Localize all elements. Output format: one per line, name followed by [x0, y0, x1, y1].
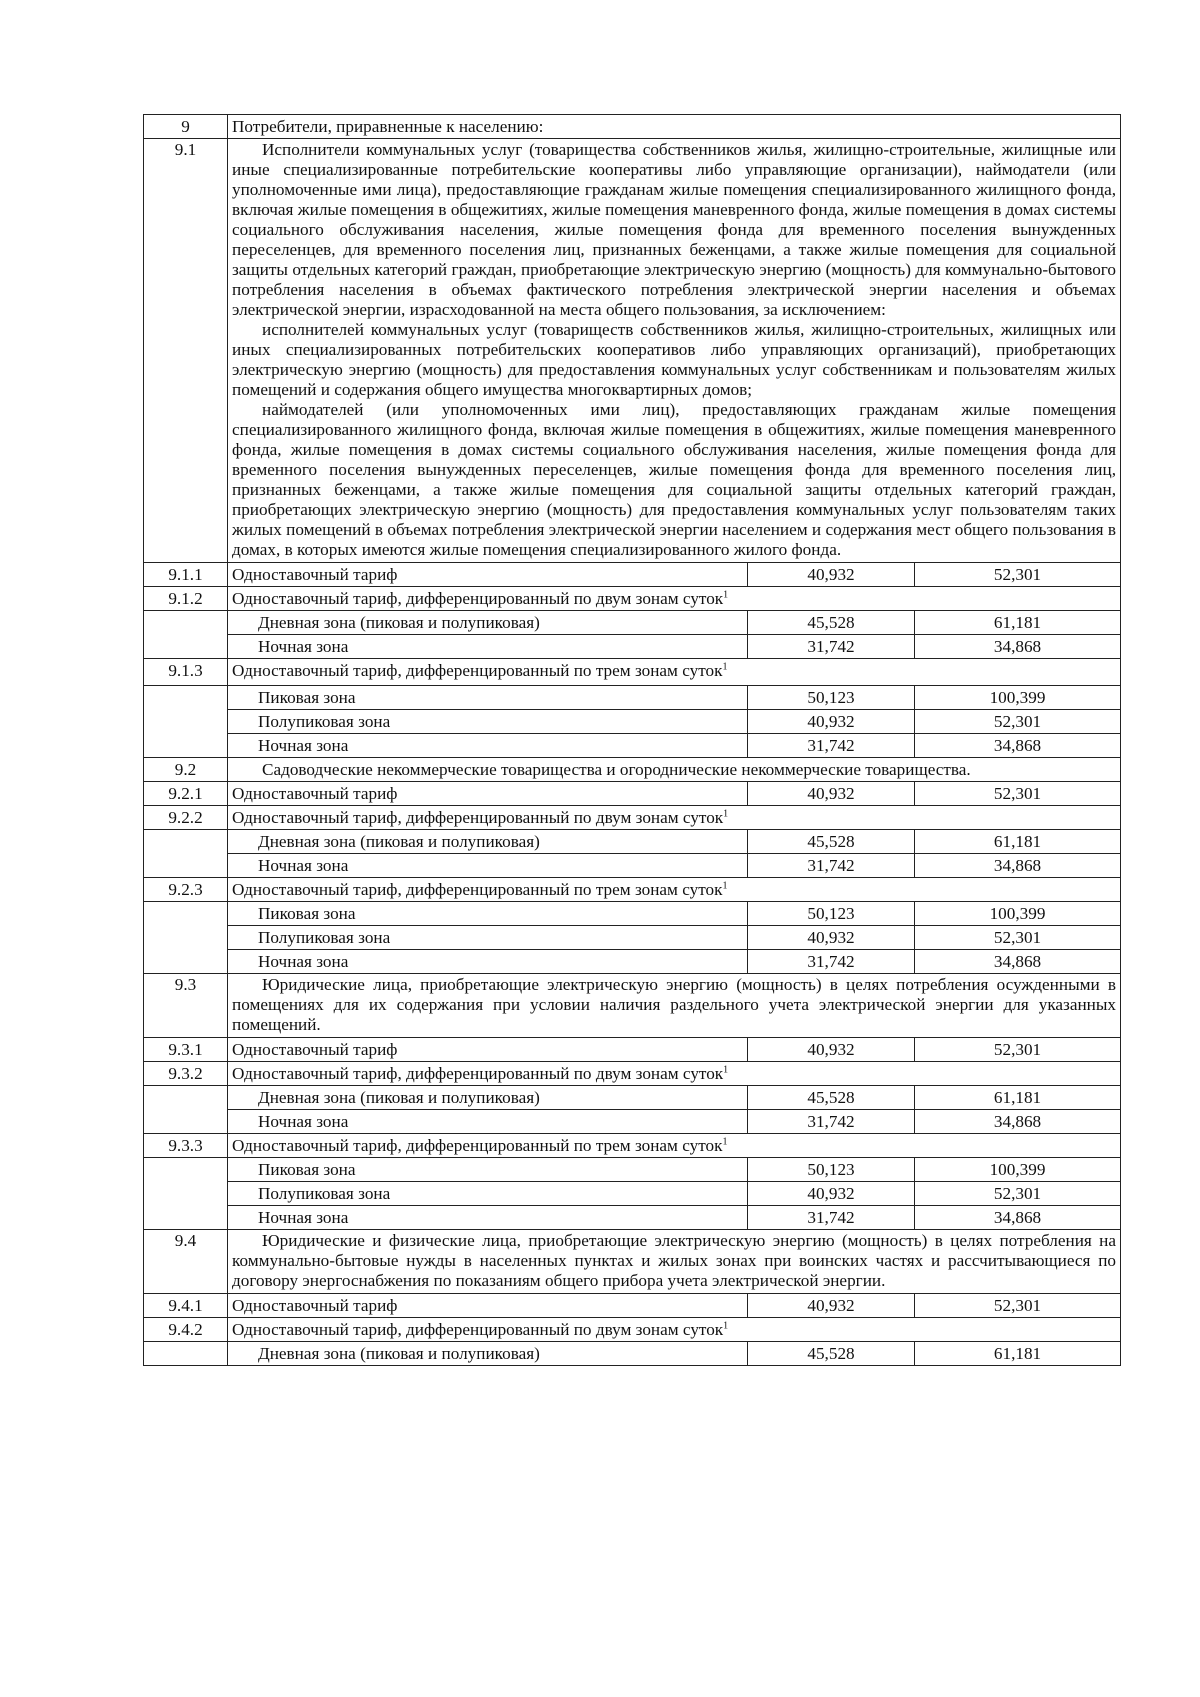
- footnote-mark: 1: [723, 1320, 729, 1332]
- zone-label: Полупиковая зона: [228, 926, 748, 950]
- zone-value-1: 31,742: [748, 734, 915, 758]
- footnote-mark: 1: [722, 880, 728, 892]
- zone-tariff-label: Одноставочный тариф, дифференцированный по трем зонам суток: [232, 661, 723, 680]
- section-description: [228, 139, 1121, 563]
- zone-tariff-label: Одноставочный тариф, дифференцированный по двум зонам суток: [232, 1064, 724, 1083]
- tariff-value-2: 52,301: [915, 782, 1121, 806]
- zone-value-2: 100,399: [915, 686, 1121, 710]
- table-row: [144, 587, 1121, 611]
- tariff-label: Одноставочный тариф: [228, 1294, 748, 1318]
- zone-value-1: 50,123: [748, 1158, 915, 1182]
- zone-value-2: 34,868: [915, 635, 1121, 659]
- table-row: [144, 1158, 1121, 1182]
- tariff-label: Одноставочный тариф: [228, 563, 748, 587]
- zone-tariff-title: [228, 659, 1121, 686]
- zone-value-1: 40,932: [748, 1182, 915, 1206]
- row-number-empty: [144, 734, 228, 758]
- zone-label: Дневная зона (пиковая и полупиковая): [228, 830, 748, 854]
- zone-tariff-title: [228, 587, 1121, 611]
- row-number: 9.3.2: [144, 1062, 228, 1086]
- table-row: [144, 611, 1121, 635]
- row-number: 9.3: [144, 974, 228, 1038]
- zone-value-2: 61,181: [915, 1342, 1121, 1366]
- table-row: [144, 1318, 1121, 1342]
- description-paragraph: наймодателей (или уполномоченных ими лиц), предоставляющих гражданам жилые помещения специализированного жилищного фонда, включая жилые помещения в общежитиях, жилые помещения маневренного фонда, жилые помещения в домах системы социального обслуживания населения, жилые помещения фонда для временного поселения вынужденных переселенцев, жилые помещения фонда для временного поселения лиц, признанных беженцами, а также жилые помещения для социальной защиты отдельных категорий граждан, приобретающих электрическую энергию (мощность) для предоставления коммунальных услуг пользователям таких жилых помещений в объемах потребления электрической энергии населением и содержания мест общего пользования в домах, в которых имеются жилые помещения специализированного жилого фонда.: [232, 400, 1117, 559]
- row-number: 9.1.3: [144, 659, 228, 686]
- tariff-value-2: 52,301: [915, 1038, 1121, 1062]
- zone-label: Полупиковая зона: [228, 1182, 748, 1206]
- zone-label: Ночная зона: [228, 1110, 748, 1134]
- tariff-value-1: 40,932: [748, 1294, 915, 1318]
- footnote-mark: 1: [723, 808, 729, 820]
- row-number: 9.2.2: [144, 806, 228, 830]
- row-number-empty: [144, 1342, 228, 1366]
- row-number-empty: [144, 1182, 228, 1206]
- zone-tariff-title: [228, 1134, 1121, 1158]
- footnote-mark: 1: [723, 589, 729, 601]
- zone-value-1: 50,123: [748, 902, 915, 926]
- table-row: [144, 1134, 1121, 1158]
- zone-value-2: 52,301: [915, 1182, 1121, 1206]
- zone-value-2: 100,399: [915, 902, 1121, 926]
- zone-tariff-label: Одноставочный тариф, дифференцированный по трем зонам суток: [232, 1136, 723, 1155]
- zone-label: Ночная зона: [228, 635, 748, 659]
- zone-value-2: 100,399: [915, 1158, 1121, 1182]
- footnote-mark: 1: [723, 1064, 729, 1076]
- table-row: [144, 1230, 1121, 1294]
- document-page: [143, 114, 1120, 1366]
- zone-label: Пиковая зона: [228, 1158, 748, 1182]
- table-row: [144, 1062, 1121, 1086]
- zone-value-1: 31,742: [748, 1206, 915, 1230]
- table-row: [144, 950, 1121, 974]
- zone-value-1: 40,932: [748, 710, 915, 734]
- row-number: 9.1.1: [144, 563, 228, 587]
- zone-label: Ночная зона: [228, 854, 748, 878]
- zone-tariff-label: Одноставочный тариф, дифференцированный по двум зонам суток: [232, 1320, 724, 1339]
- footnote-mark: 1: [722, 661, 728, 673]
- tariff-value-1: 40,932: [748, 782, 915, 806]
- tariff-value-2: 52,301: [915, 1294, 1121, 1318]
- row-number: 9.1: [144, 139, 228, 563]
- table-row: [144, 1182, 1121, 1206]
- zone-value-1: 45,528: [748, 611, 915, 635]
- zone-value-2: 34,868: [915, 1110, 1121, 1134]
- row-number-empty: [144, 1110, 228, 1134]
- zone-value-1: 31,742: [748, 1110, 915, 1134]
- row-number: 9.3.3: [144, 1134, 228, 1158]
- table-row: [144, 1110, 1121, 1134]
- zone-value-2: 34,868: [915, 1206, 1121, 1230]
- row-number-empty: [144, 611, 228, 635]
- zone-tariff-title: [228, 806, 1121, 830]
- zone-value-1: 40,932: [748, 926, 915, 950]
- section-description: [228, 1230, 1121, 1294]
- zone-value-2: 61,181: [915, 830, 1121, 854]
- zone-label: Дневная зона (пиковая и полупиковая): [228, 1086, 748, 1110]
- zone-value-2: 61,181: [915, 611, 1121, 635]
- row-number: 9: [144, 115, 228, 139]
- row-number-empty: [144, 902, 228, 926]
- tariff-table: [143, 114, 1121, 1366]
- row-number: 9.3.1: [144, 1038, 228, 1062]
- table-row: [144, 1086, 1121, 1110]
- tariff-value-2: 52,301: [915, 563, 1121, 587]
- table-row: [144, 1038, 1121, 1062]
- table-row: [144, 734, 1121, 758]
- zone-label: Ночная зона: [228, 950, 748, 974]
- zone-value-2: 34,868: [915, 950, 1121, 974]
- table-row: [144, 758, 1121, 782]
- footnote-mark: 1: [722, 1136, 728, 1148]
- description-paragraph: Юридические лица, приобретающие электрическую энергию (мощность) в целях потребления осужденными в помещениях для их содержания при условии наличия раздельного учета электрической энергии для указанных помещений.: [232, 975, 1117, 1034]
- table-row: [144, 1206, 1121, 1230]
- table-row: [144, 1342, 1121, 1366]
- zone-label: Пиковая зона: [228, 902, 748, 926]
- row-number: 9.4.1: [144, 1294, 228, 1318]
- zone-value-1: 45,528: [748, 1086, 915, 1110]
- row-number-empty: [144, 950, 228, 974]
- row-number: 9.2: [144, 758, 228, 782]
- description-paragraph: Юридические и физические лица, приобретающие электрическую энергию (мощность) в целях потребления на коммунально-бытовые нужды в населенных пунктах и жилых зонах при воинских частях и рассчитывающиеся по договору энергоснабжения по показаниям общего прибора учета электрической энергии.: [232, 1231, 1117, 1290]
- zone-label: Дневная зона (пиковая и полупиковая): [228, 611, 748, 635]
- row-number: 9.4.2: [144, 1318, 228, 1342]
- zone-tariff-label: Одноставочный тариф, дифференцированный по двум зонам суток: [232, 589, 724, 608]
- zone-tariff-title: [228, 878, 1121, 902]
- section-title: Садоводческие некоммерческие товарищества и огороднические некоммерческие товарищества.: [228, 758, 1121, 782]
- table-row: [144, 710, 1121, 734]
- zone-tariff-label: Одноставочный тариф, дифференцированный по трем зонам суток: [232, 880, 723, 899]
- tariff-value-1: 40,932: [748, 563, 915, 587]
- section-description: [228, 974, 1121, 1038]
- zone-value-2: 34,868: [915, 854, 1121, 878]
- table-row: [144, 139, 1121, 563]
- row-number-empty: [144, 926, 228, 950]
- table-row: [144, 902, 1121, 926]
- tariff-value-1: 40,932: [748, 1038, 915, 1062]
- row-number: 9.1.2: [144, 587, 228, 611]
- zone-value-1: 45,528: [748, 830, 915, 854]
- section-title: Потребители, приравненные к населению:: [228, 115, 1121, 139]
- zone-tariff-title: [228, 1062, 1121, 1086]
- row-number-empty: [144, 1086, 228, 1110]
- zone-tariff-label: Одноставочный тариф, дифференцированный по двум зонам суток: [232, 808, 724, 827]
- row-number-empty: [144, 1206, 228, 1230]
- zone-value-2: 61,181: [915, 1086, 1121, 1110]
- table-row: [144, 854, 1121, 878]
- zone-value-1: 45,528: [748, 1342, 915, 1366]
- zone-value-2: 52,301: [915, 710, 1121, 734]
- table-row: [144, 806, 1121, 830]
- description-paragraph: Исполнители коммунальных услуг (товарищества собственников жилья, жилищно-строительные, жилищные или иные специализированные потребительские кооперативы либо управляющие организации), наймодатели (или уполномоченные ими лица), предоставляющие гражданам жилые помещения специализированного жилищного фонда, включая жилые помещения в общежитиях, жилые помещения маневренного фонда, жилые помещения в домах системы социального обслуживания населения, жилые помещения фонда для временного поселения вынужденных переселенцев, для временного поселения лиц, признанных беженцами, а также жилые помещения для социальной защиты отдельных категорий граждан, приобретающие электрическую энергию (мощность) для коммунально-бытового потребления населения в объемах фактического потребления электрической энергии населения и объемах электрической энергии, израсходованной на места общего пользования, за исключением:: [232, 140, 1117, 319]
- zone-tariff-title: [228, 1318, 1121, 1342]
- zone-label: Пиковая зона: [228, 686, 748, 710]
- zone-label: Ночная зона: [228, 734, 748, 758]
- table-row: [144, 563, 1121, 587]
- table-row: [144, 1294, 1121, 1318]
- zone-label: Ночная зона: [228, 1206, 748, 1230]
- tariff-label: Одноставочный тариф: [228, 782, 748, 806]
- table-row: [144, 115, 1121, 139]
- row-number-empty: [144, 830, 228, 854]
- table-row: [144, 926, 1121, 950]
- tariff-table-body: [144, 115, 1121, 1366]
- zone-value-1: 31,742: [748, 854, 915, 878]
- row-number-empty: [144, 1158, 228, 1182]
- table-row: [144, 974, 1121, 1038]
- zone-value-2: 52,301: [915, 926, 1121, 950]
- tariff-label: Одноставочный тариф: [228, 1038, 748, 1062]
- row-number-empty: [144, 635, 228, 659]
- zone-label: Полупиковая зона: [228, 710, 748, 734]
- zone-label: Дневная зона (пиковая и полупиковая): [228, 1342, 748, 1366]
- table-row: [144, 686, 1121, 710]
- row-number-empty: [144, 710, 228, 734]
- row-number: 9.4: [144, 1230, 228, 1294]
- table-row: [144, 659, 1121, 686]
- zone-value-1: 31,742: [748, 635, 915, 659]
- row-number-empty: [144, 854, 228, 878]
- zone-value-2: 34,868: [915, 734, 1121, 758]
- table-row: [144, 782, 1121, 806]
- row-number: 9.2.3: [144, 878, 228, 902]
- row-number: 9.2.1: [144, 782, 228, 806]
- row-number-empty: [144, 686, 228, 710]
- description-paragraph: исполнителей коммунальных услуг (товариществ собственников жилья, жилищно-строительных, жилищных или иных специализированных потребительских кооперативов либо управляющих организаций), приобретающих электрическую энергию (мощность) для предоставления коммунальных услуг собственникам и пользователям жилых помещений и содержания общего имущества многоквартирных домов;: [232, 320, 1117, 399]
- zone-value-1: 50,123: [748, 686, 915, 710]
- table-row: [144, 635, 1121, 659]
- table-row: [144, 830, 1121, 854]
- table-row: [144, 878, 1121, 902]
- zone-value-1: 31,742: [748, 950, 915, 974]
